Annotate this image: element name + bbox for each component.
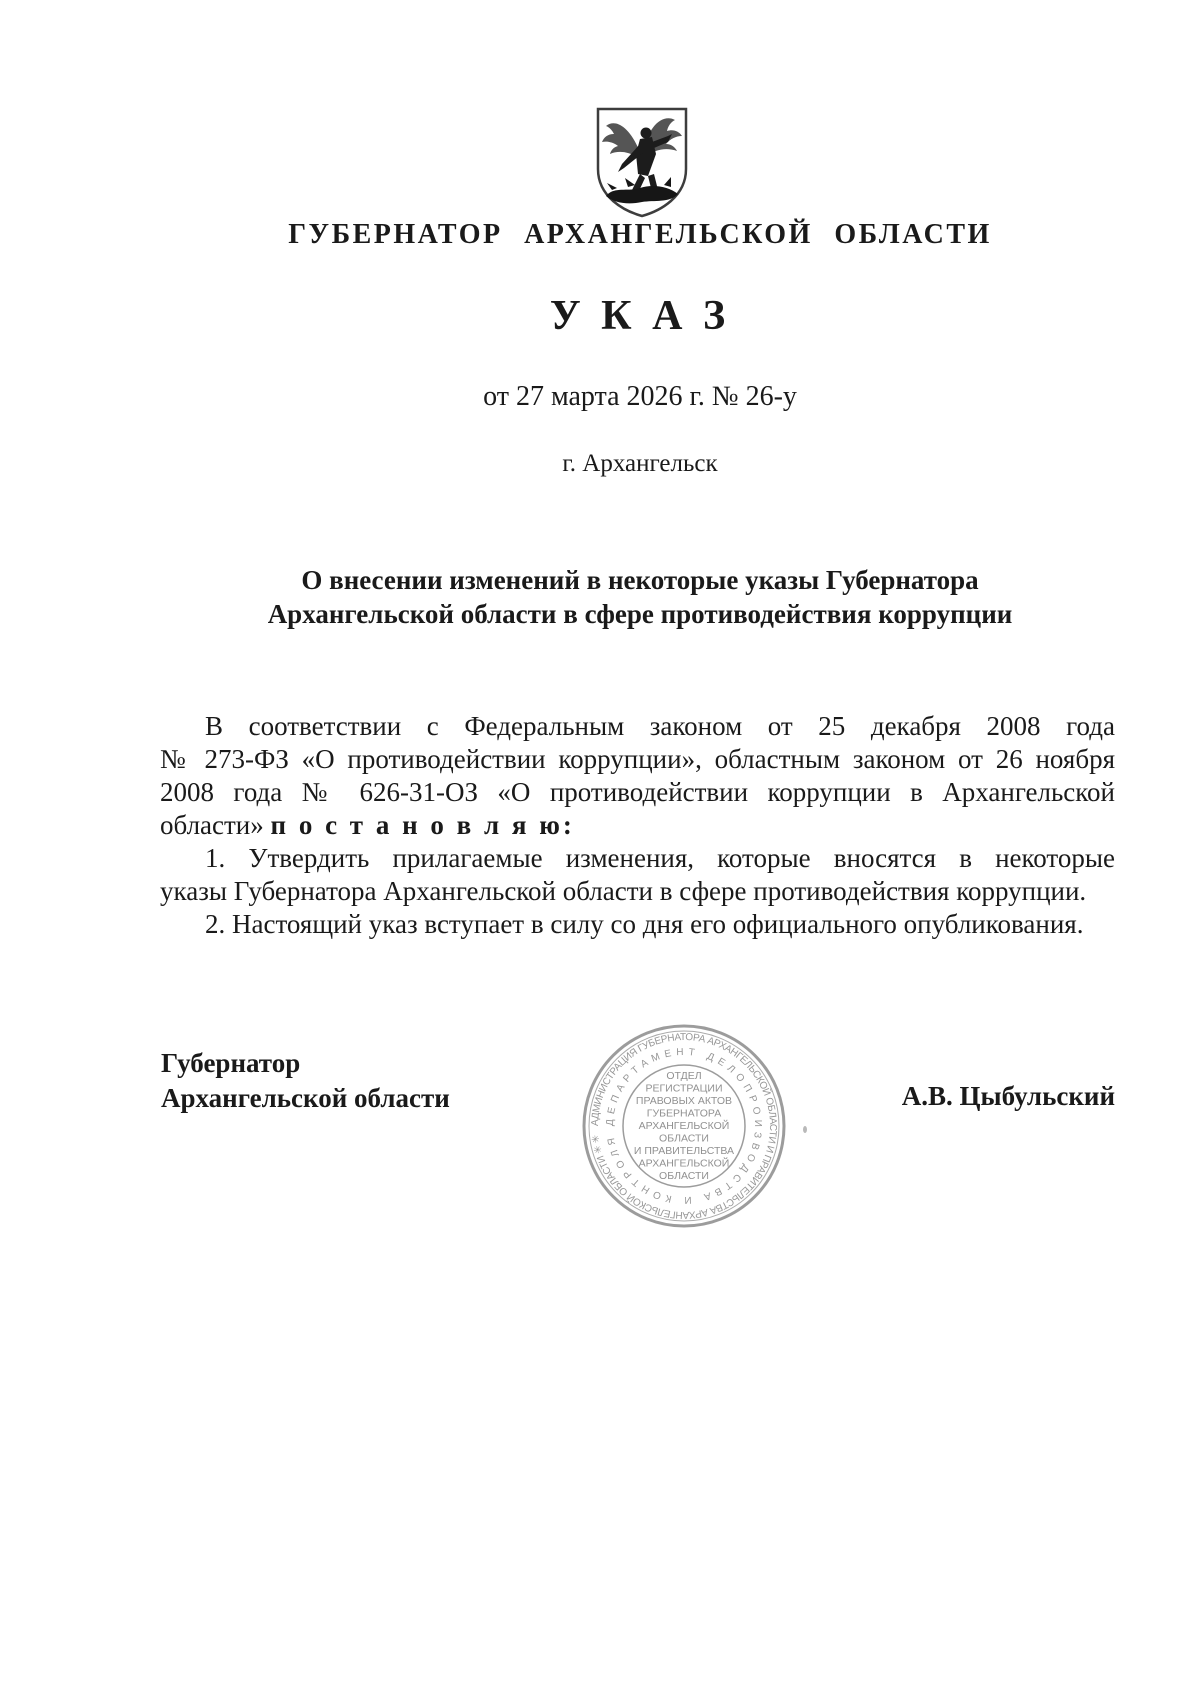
body-text <box>160 710 1115 941</box>
resolution-prefix: области» <box>160 810 271 840</box>
subject-heading <box>80 563 1200 631</box>
body-line: В соответствии с Федеральным законом от 25 декабря 2008 года <box>205 711 1115 741</box>
date-number-line: от 27 марта 2026 г. № 26-у <box>483 381 797 412</box>
signatory-title-line-1: Губернатор <box>161 1048 301 1078</box>
doc-type-title: У К А З <box>549 293 731 339</box>
signatory-title <box>161 1046 621 1116</box>
body-line: 1. Утвердить прилагаемые изменения, которые вносятся в некоторые <box>205 843 1115 873</box>
subject-line-2: Архангельской области в сфере противодействия коррупции <box>267 599 1013 629</box>
body-line: 2008 года № 626-31-ОЗ «О противодействии коррупции в Архангельской <box>160 777 1115 807</box>
org-header: ГУБЕРНАТОР АРХАНГЕЛЬСКОЙ ОБЛАСТИ <box>288 219 992 250</box>
stamp-center-line: АРХАНГЕЛЬСКОЙ <box>638 1120 730 1132</box>
stamp-center-line: ПРАВОВЫХ АКТОВ <box>635 1095 733 1107</box>
body-line: 2. Настоящий указ вступает в силу со дня его официального опубликования. <box>205 909 1084 939</box>
scan-speck <box>803 1126 807 1133</box>
issue-city: г. Архангельск <box>562 450 718 477</box>
stamp-center-line: И ПРАВИТЕЛЬСТВА <box>633 1145 735 1157</box>
stamp-center-line: ОБЛАСТИ <box>659 1170 709 1182</box>
stamp-outer-ring-text: АДМИНИСТРАЦИЯ ГУБЕРНАТОРА АРХАНГЕЛЬСКОЙ ОБЛАСТИ И ПРАВИТЕЛЬСТВА АРХАНГЕЛЬСКОЙ ОБЛАСТИ ✳ ✳ <box>589 1031 779 1221</box>
body-line: указы Губернатора Архангельской области в сфере противодействия коррупции. <box>160 876 1087 906</box>
body-line-resolution <box>160 809 1115 842</box>
stamp-center-line: АРХАНГЕЛЬСКОЙ <box>638 1157 730 1170</box>
stamp-center-line: ГУБЕРНАТОРА <box>646 1107 722 1120</box>
signatory-title-line-2: Архангельской области <box>161 1083 450 1113</box>
stamp-center-line: ОТДЕЛ <box>666 1070 702 1082</box>
signatory-name: А.В. Цыбульский <box>901 1081 1115 1111</box>
coat-of-arms-icon <box>594 106 690 223</box>
stamp-center-line: РЕГИСТРАЦИИ <box>645 1082 723 1095</box>
stamp-inner-ring-text: ДЕПАРТАМЕНТ ДЕЛОПРОИЗВОДСТВА И КОНТРОЛЯ <box>604 1046 764 1206</box>
official-stamp <box>581 1023 787 1234</box>
subject-line-1: О внесении изменений в некоторые указы Губернатора <box>301 565 979 595</box>
stamp-center-line: ОБЛАСТИ <box>659 1132 709 1145</box>
body-line: № 273-ФЗ «О противодействии коррупции», областным законом от 26 ноября <box>160 744 1115 774</box>
resolution-word: п о с т а н о в л я ю <box>270 810 563 840</box>
resolution-colon: : <box>562 810 575 840</box>
